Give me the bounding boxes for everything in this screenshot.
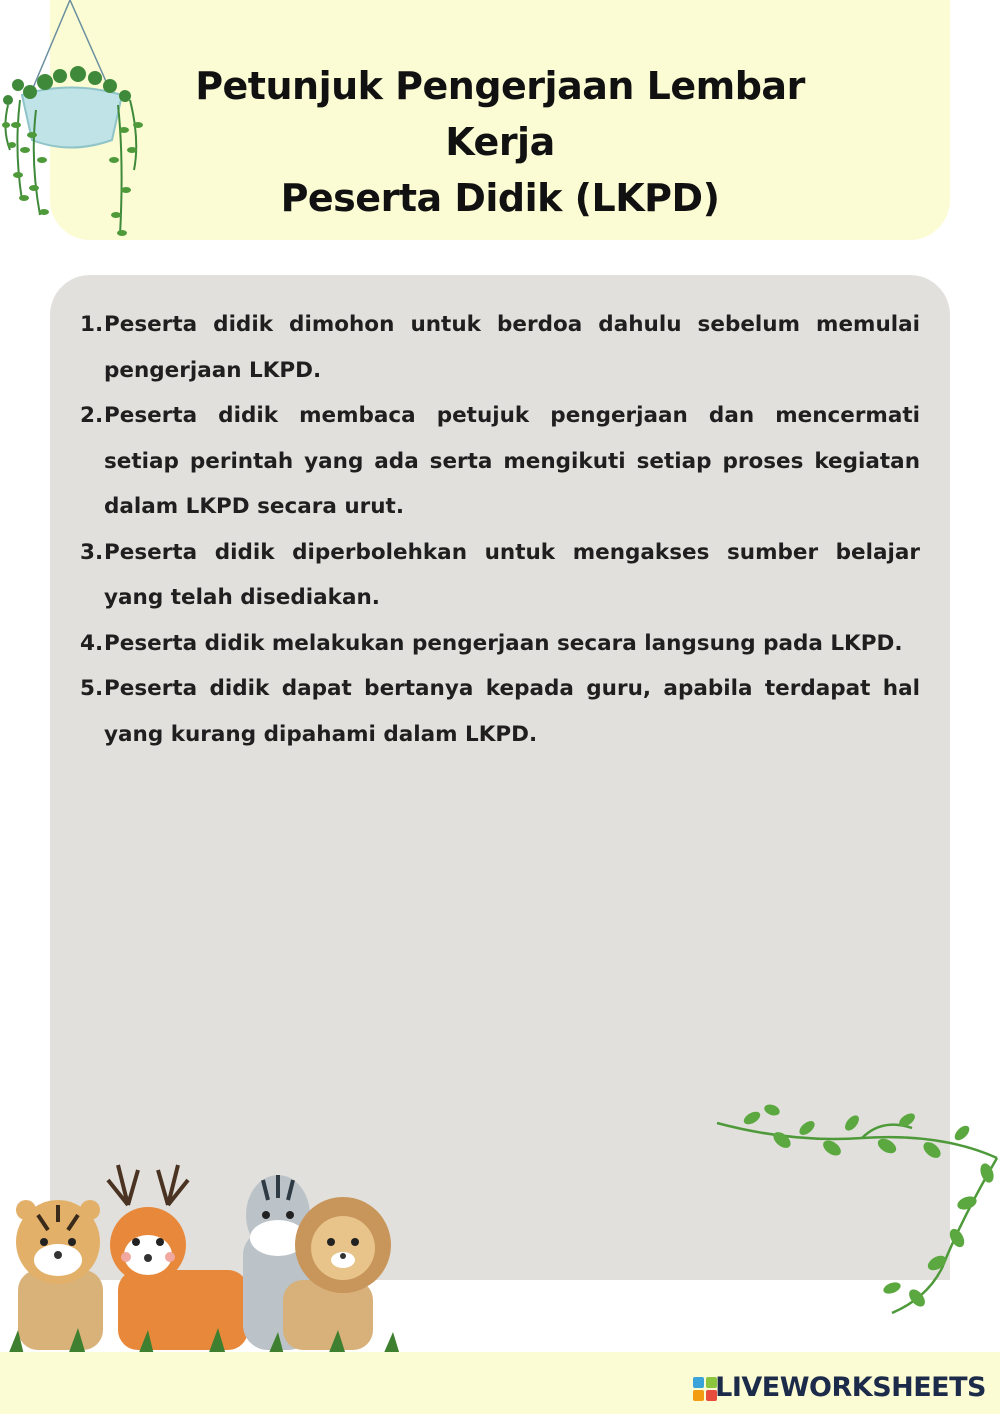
tiger-icon: [16, 1200, 103, 1350]
instruction-number: 4.: [80, 630, 104, 656]
title-line-2: Peserta Didik (LKPD): [280, 176, 720, 220]
animals-illustration: [8, 1160, 408, 1355]
instruction-item: [80, 621, 920, 667]
deer-icon: [108, 1165, 248, 1350]
instruction-item: [80, 393, 920, 530]
instruction-text: Peserta didik dapat bertanya kepada guru, apabila terdapat hal yang kurang dipahami dalam LKPD.: [104, 676, 920, 747]
liveworksheets-brand[interactable]: LIVEWORKSHEETS: [715, 1372, 986, 1403]
instruction-text: Peserta didik melakukan pengerjaan secara langsung pada LKPD.: [104, 630, 903, 656]
instruction-item: [80, 666, 920, 757]
instruction-text: Peserta didik dimohon untuk berdoa dahulu sebelum memulai pengerjaan LKPD.: [104, 312, 920, 383]
title-line-1: Petunjuk Pengerjaan Lembar Kerja: [195, 64, 805, 164]
liveworksheets-logo-icon: [693, 1377, 717, 1401]
instruction-number: 1.: [80, 312, 104, 337]
instruction-text: Peserta didik diperbolehkan untuk mengakses sumber belajar yang telah disediakan.: [104, 539, 920, 610]
vine-illustration: [712, 1098, 1000, 1328]
instruction-text: Peserta didik membaca petujuk pengerjaan dan mencermati setiap perintah yang ada serta mengikuti setiap proses kegiatan dalam LKPD secara urut.: [104, 403, 920, 519]
instruction-item: [80, 302, 920, 393]
page-title: [180, 58, 820, 226]
instruction-item: [80, 530, 920, 621]
instruction-number: 2.: [80, 403, 104, 428]
instruction-number: 5.: [80, 676, 104, 701]
hanging-plant-illustration: [0, 0, 150, 245]
instruction-number: 3.: [80, 539, 104, 565]
instructions-list: [80, 302, 920, 757]
